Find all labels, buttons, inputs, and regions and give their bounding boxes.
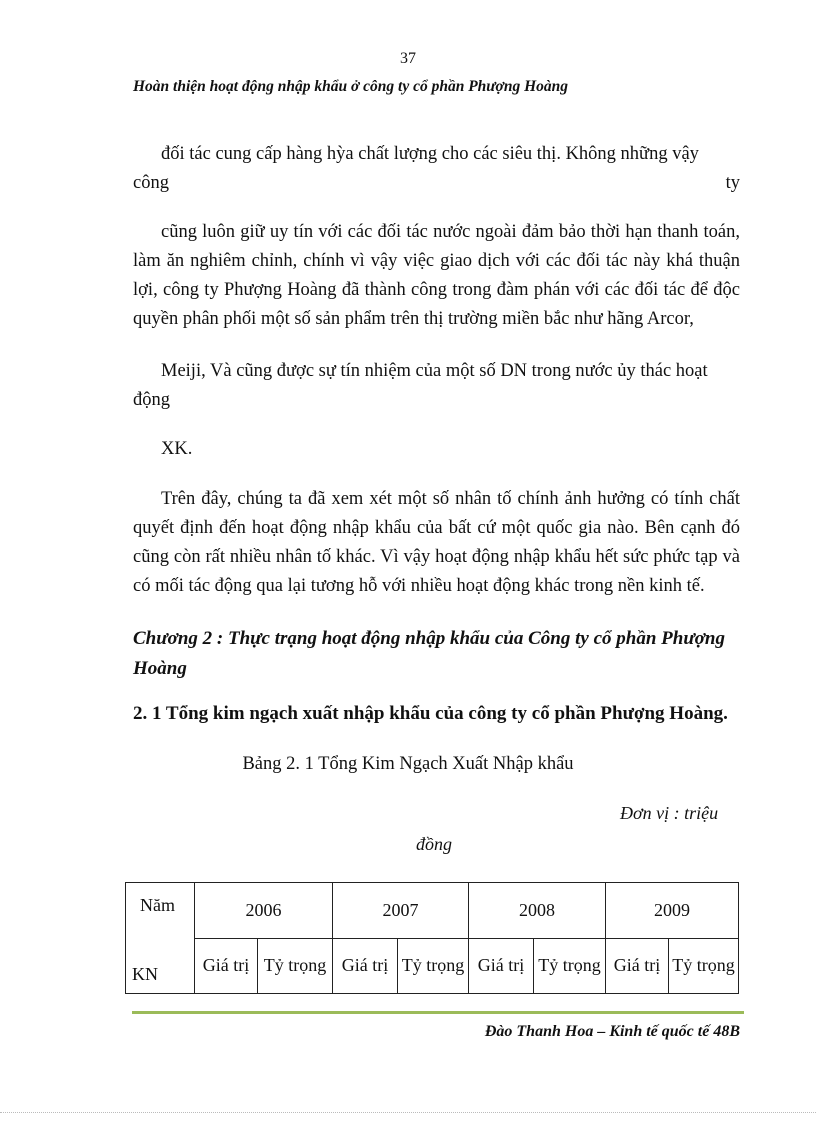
subheader-share: Tỷ trọng [669,938,739,994]
table-corner-cell [126,883,195,994]
year-header-2008: 2008 [469,883,606,939]
paragraph-2: cũng luôn giữ uy tín với các đối tác nước ngoài đảm bảo thời hạn thanh toán, làm ăn nghiêm chỉnh, chính vì vậy việc giao dịch với các đối tác này khá thuận lợi, công ty Phượng Hoàng đã thành công trong đàm phán với các đối tác để độc quyền phân phối một số sản phẩm trên thị trường miền bắc như hãng Arcor, [133,222,740,329]
page-number: 37 [400,50,416,67]
corner-label-year: Năm [140,895,175,915]
paragraph-1-word-right: ty [725,173,740,193]
paragraph-5: Trên đây, chúng ta đã xem xét một số nhân tố chính ảnh hưởng có tính chất quyết định đến hoạt động nhập khẩu của bất cứ một quốc gia nào. Bên cạnh đó cũng còn rất nhiều nhân tố khác. Vì vậy hoạt động nhập khẩu hết sức phức tạp và có mối tác động qua lại tương hỗ với nhiều hoạt động khác trong nền kinh tế. [133,489,740,596]
table-header-row-years [126,883,739,939]
subheader-value: Giá trị [469,938,534,994]
paragraph-1-line-2 [133,169,740,198]
import-export-table [125,882,739,994]
year-header-2006: 2006 [195,883,333,939]
subheader-share: Tỷ trọng [258,938,333,994]
year-header-2009: 2009 [606,883,739,939]
paragraph-4: XK. [161,439,193,459]
chapter-heading: Chương 2 : Thực trạng hoạt động nhập khẩu của Công ty cổ phần Phượng Hoàng [133,628,725,679]
section-heading: 2. 1 Tổng kim ngạch xuất nhập khẩu của công ty cổ phần Phượng Hoàng. [133,703,728,724]
subheader-value: Giá trị [606,938,669,994]
footer-author: Đào Thanh Hoa – Kinh tế quốc tế 48B [484,1023,740,1040]
page-edge-divider [0,1112,816,1113]
unit-label-line-1: Đơn vị : triệu [620,803,719,823]
subheader-share: Tỷ trọng [534,938,606,994]
subheader-share: Tỷ trọng [398,938,469,994]
subheader-value: Giá trị [333,938,398,994]
unit-label-line-2: đồng [416,834,452,854]
paragraph-3: Meiji, Và cũng được sự tín nhiệm của một số DN trong nước ủy thác hoạt động [133,361,708,410]
corner-label-kn: KN [132,964,158,984]
paragraph-1-word-left: công [133,173,169,193]
footer-rule [132,1011,744,1014]
paragraph-1 [133,140,740,198]
table-caption: Bảng 2. 1 Tổng Kim Ngạch Xuất Nhập khẩu [242,754,574,774]
running-header: Hoàn thiện hoạt động nhập khẩu ở công ty cổ phần Phượng Hoàng [133,78,569,95]
table-header-row-subheaders [126,938,739,994]
year-header-2007: 2007 [333,883,469,939]
paragraph-1-line-1: đối tác cung cấp hàng hỳa chất lượng cho các siêu thị. Không những vậy [161,144,699,164]
subheader-value: Giá trị [195,938,258,994]
